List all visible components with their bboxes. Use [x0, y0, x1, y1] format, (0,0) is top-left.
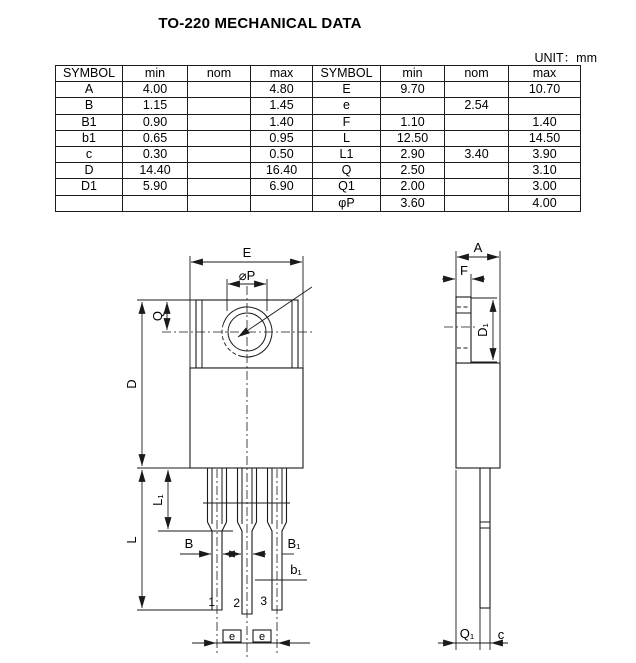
table-header-cell: SYMBOL [313, 66, 381, 82]
table-cell: 3.10 [509, 163, 581, 179]
pin-2-label: 2 [233, 596, 240, 610]
table-cell: L1 [313, 146, 381, 162]
table-cell: 6.90 [251, 179, 313, 195]
table-cell: 3.90 [509, 146, 581, 162]
page-title: TO-220 MECHANICAL DATA [158, 15, 362, 32]
dim-label-D: D [124, 379, 139, 389]
dim-label-Q: Q [150, 310, 165, 322]
table-cell: 1.10 [381, 114, 445, 130]
table-cell: c [56, 146, 123, 162]
table-header-cell: SYMBOL [56, 66, 123, 82]
dim-e [192, 630, 310, 643]
table-cell: 16.40 [251, 163, 313, 179]
table-cell: 1.40 [509, 114, 581, 130]
table-cell: 4.80 [251, 82, 313, 98]
dim-label-D1: D₁ [475, 323, 490, 337]
dim-label-A: A [473, 240, 483, 255]
dim-label-E: E [242, 245, 252, 260]
dim-label-phi-P: ⌀P [238, 268, 256, 283]
table-cell: B1 [56, 114, 123, 130]
dim-label-B: B [184, 536, 194, 551]
table-cell: Q [313, 163, 381, 179]
table-cell: 10.70 [509, 82, 581, 98]
table-header-cell: nom [445, 66, 509, 82]
dim-label-b1: b₁ [290, 562, 302, 577]
table-cell: 5.90 [123, 179, 188, 195]
table-header-cell: max [509, 66, 581, 82]
side-view [438, 240, 508, 650]
table-cell: e [313, 98, 381, 114]
table-cell: 14.50 [509, 130, 581, 146]
pin-1-label: 1 [208, 595, 215, 609]
dim-label-B1: B₁ [287, 536, 301, 551]
table-cell: Q1 [313, 179, 381, 195]
dim-label-Q1: Q₁ [459, 626, 475, 641]
dim-D1 [471, 298, 497, 362]
table-cell: E [313, 82, 381, 98]
dim-label-F: F [460, 263, 468, 278]
package-body [190, 368, 303, 468]
side-tab [444, 297, 477, 363]
table-cell: 9.70 [381, 82, 445, 98]
dim-label-c: c [497, 627, 505, 642]
side-body [456, 363, 500, 468]
dim-B [180, 536, 241, 554]
table-cell: 4.00 [123, 82, 188, 98]
dim-label-L1: L₁ [150, 494, 165, 506]
table-cell: 14.40 [123, 163, 188, 179]
table-cell: F [313, 114, 381, 130]
table-header-cell: max [251, 66, 313, 82]
table-cell: 0.65 [123, 130, 188, 146]
unit-label: UNIT：mm [534, 51, 597, 65]
pin-3-label: 3 [260, 594, 267, 608]
side-lead [480, 468, 490, 608]
table-cell: 0.90 [123, 114, 188, 130]
table-cell: 0.30 [123, 146, 188, 162]
table-cell: D1 [56, 179, 123, 195]
table-cell: B [56, 98, 123, 114]
dim-Q1-c [438, 470, 508, 650]
table-cell: 2.00 [381, 179, 445, 195]
dim-label-L: L [124, 536, 139, 544]
table-cell: 3.00 [509, 179, 581, 195]
dim-label-e1: e [228, 631, 236, 643]
dim-label-e2: e [258, 631, 266, 643]
dim-D [124, 300, 196, 468]
dim-L [124, 470, 220, 610]
table-cell: 4.00 [509, 195, 581, 211]
dim-Q [150, 302, 167, 330]
table-cell: 0.95 [251, 130, 313, 146]
table-cell: 1.45 [251, 98, 313, 114]
dim-F [442, 263, 485, 297]
table-cell: 12.50 [381, 130, 445, 146]
table-cell: A [56, 82, 123, 98]
table-cell: 1.15 [123, 98, 188, 114]
table-cell: 2.90 [381, 146, 445, 162]
front-view [124, 245, 312, 658]
table-cell: 3.40 [445, 146, 509, 162]
table-cell: φP [313, 195, 381, 211]
table-cell: L [313, 130, 381, 146]
table-header-cell: min [123, 66, 188, 82]
table-cell: 1.40 [251, 114, 313, 130]
table-cell: 2.54 [445, 98, 509, 114]
table-cell: 2.50 [381, 163, 445, 179]
table-cell: D [56, 163, 123, 179]
table-header-cell: nom [188, 66, 251, 82]
table-cell: 3.60 [381, 195, 445, 211]
table-header-cell: min [381, 66, 445, 82]
table-cell: b1 [56, 130, 123, 146]
table-cell: 0.50 [251, 146, 313, 162]
